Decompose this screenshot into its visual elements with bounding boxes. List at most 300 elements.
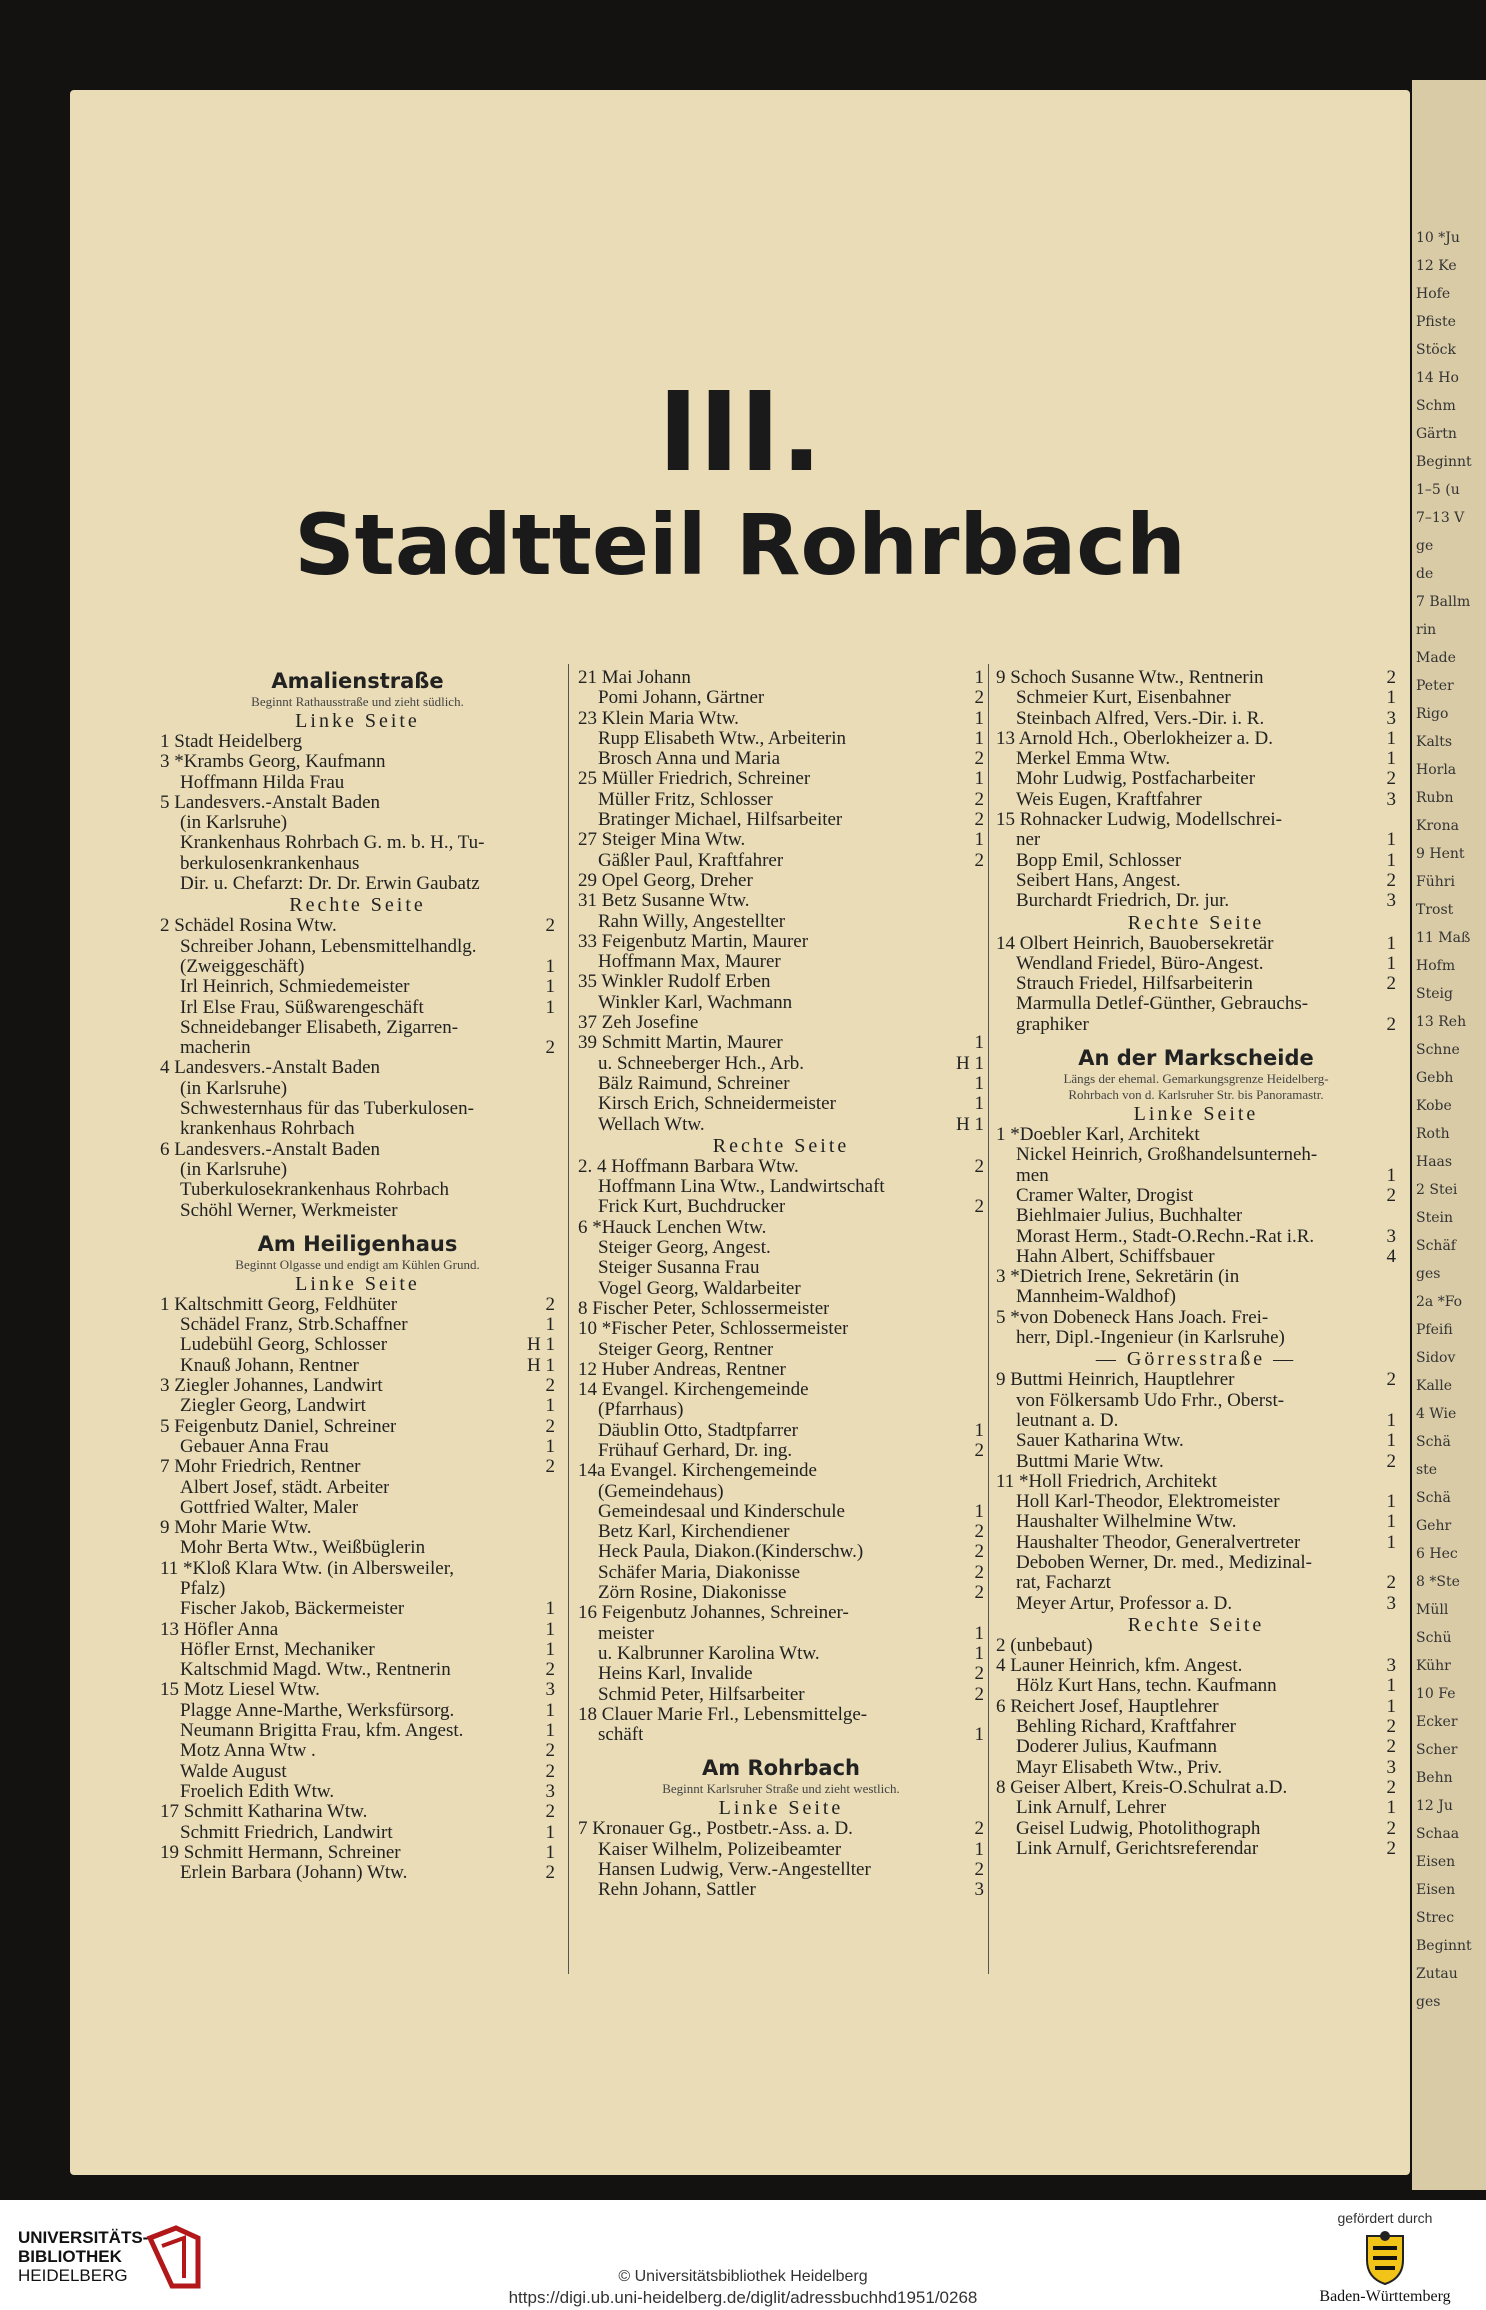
entry-text: Knauß Johann, Rentner <box>180 1355 359 1376</box>
resident-entry <box>996 1145 1396 1165</box>
resident-entry <box>578 1258 984 1278</box>
entry-text: Steiger Susanna Frau <box>598 1258 760 1279</box>
floor-number: 1 <box>974 668 984 688</box>
resident-entry <box>578 1340 984 1360</box>
floor-number: 1 <box>545 1315 555 1336</box>
floor-number <box>1392 1145 1396 1165</box>
resident-entry <box>160 1863 555 1883</box>
floor-number: 4 <box>1386 1246 1396 1267</box>
floor-number: 1 <box>1386 1431 1396 1452</box>
entry-text: Doderer Julius, Kaufmann <box>1016 1737 1218 1758</box>
floor-number <box>551 1559 555 1579</box>
entry-text: ner <box>1016 830 1041 851</box>
entry-text: Rupp Elisabeth Wtw., Arbeiterin <box>598 728 847 749</box>
edge-fragment: Ecker <box>1416 1714 1458 1730</box>
edge-fragment: Hofm <box>1416 958 1456 974</box>
entry-text: Hoffmann Max, Maurer <box>598 952 781 973</box>
resident-entry <box>996 1452 1396 1472</box>
floor-number: 2 <box>1386 1573 1396 1594</box>
entry-text: Geisel Ludwig, Photolithograph <box>1016 1818 1261 1839</box>
entry-text: krankenhaus Rohrbach <box>180 1119 355 1140</box>
floor-number: 1 <box>545 1700 555 1721</box>
floor-number: 2 <box>974 1156 984 1177</box>
floor-number: 2 <box>1386 1737 1396 1758</box>
floor-number <box>551 813 555 833</box>
floor-number: 2 <box>545 1038 555 1059</box>
floor-number <box>551 1018 555 1038</box>
entry-text: (Pfarrhaus) <box>598 1400 684 1421</box>
entry-text: 8 Geiser Albert, Kreis-O.Schulrat a.D. <box>996 1777 1288 1798</box>
entry-text: 23 Klein Maria Wtw. <box>578 708 739 729</box>
street-heading: Amalienstraße <box>271 669 444 693</box>
floor-number <box>551 833 555 853</box>
edge-fragment: Kalts <box>1416 734 1453 750</box>
entry-text: Mannheim-Waldhof) <box>1016 1287 1176 1308</box>
entry-text: Neumann Brigitta Frau, kfm. Angest. <box>180 1721 464 1742</box>
entry-text: Schöhl Werner, Werkmeister <box>180 1200 398 1221</box>
entry-text: 39 Schmitt Martin, Maurer <box>578 1033 783 1054</box>
floor-number <box>980 952 984 972</box>
edge-fragment: Eisen <box>1416 1882 1456 1898</box>
side-label: Linke Seite <box>1133 1103 1259 1126</box>
resident-entry <box>160 1538 555 1558</box>
address-entry <box>996 1656 1396 1676</box>
entry-text: 21 Mai Johann <box>578 668 691 688</box>
copyright-notice: © Universitätsbibliothek Heidelberg <box>618 2268 868 2285</box>
resident-entry <box>160 998 555 1018</box>
entry-text: 3 *Krambs Georg, Kaufmann <box>160 752 386 773</box>
floor-number: 3 <box>545 1781 555 1802</box>
resident-entry <box>578 851 984 871</box>
resident-entry <box>160 1823 555 1843</box>
edge-fragment: 13 Reh <box>1416 1014 1467 1030</box>
resident-entry <box>160 1201 555 1221</box>
entry-text: 7 Mohr Friedrich, Rentner <box>160 1457 361 1478</box>
entry-text: 14 Evangel. Kirchengemeinde <box>578 1380 809 1401</box>
column-1 <box>160 668 555 1883</box>
entry-text: Morast Herm., Stadt-O.Rechn.-Rat i.R. <box>1016 1226 1315 1247</box>
entry-text: Steiger Georg, Angest. <box>598 1238 771 1259</box>
address-entry <box>578 1013 984 1033</box>
edge-fragment: Beginnt <box>1416 1938 1472 1954</box>
floor-number: 3 <box>1386 1226 1396 1247</box>
floor-number <box>980 1279 984 1299</box>
entry-text: 5 Feigenbutz Daniel, Schreiner <box>160 1416 397 1437</box>
resident-entry <box>996 790 1396 810</box>
floor-number: 3 <box>1386 1593 1396 1614</box>
floor-number: 2 <box>545 1863 555 1884</box>
resident-entry <box>578 1054 984 1074</box>
floor-number <box>1392 1125 1396 1145</box>
floor-number: 2 <box>974 1684 984 1705</box>
entry-text: von Fölkersamb Udo Frhr., Oberst- <box>1016 1390 1285 1411</box>
floor-number: 1 <box>545 1721 555 1742</box>
entry-text: u. Schneeberger Hch., Arb. <box>598 1053 804 1074</box>
floor-number: 2 <box>974 1860 984 1881</box>
floor-number <box>1392 1636 1396 1656</box>
floor-number: 1 <box>545 1599 555 1620</box>
entry-text: berkulosenkrankenhaus <box>180 853 360 874</box>
edge-fragment: Führi <box>1416 874 1455 890</box>
side-label: Linke Seite <box>295 710 420 732</box>
entry-text: rat, Facharzt <box>1016 1573 1111 1594</box>
resident-entry <box>578 1563 984 1583</box>
library-name-line1: UNIVERSITÄTS- <box>18 2228 149 2247</box>
edge-fragment: Beginnt <box>1416 454 1472 470</box>
resident-entry <box>578 912 984 932</box>
side-label: Linke Seite <box>718 1797 844 1820</box>
resident-entry <box>160 773 555 793</box>
address-entry <box>578 830 984 850</box>
floor-number: 2 <box>1386 1451 1396 1472</box>
entry-text: 9 Mohr Marie Wtw. <box>160 1518 312 1539</box>
resident-entry <box>996 709 1396 729</box>
entry-text: 3 *Dietrich Irene, Sekretärin (in <box>996 1267 1240 1288</box>
resident-entry <box>996 1758 1396 1778</box>
resident-entry <box>996 1186 1396 1206</box>
floor-number: 1 <box>545 1619 555 1640</box>
entry-text: Zörn Rosine, Diakonisse <box>598 1583 787 1604</box>
floor-number: 2 <box>1386 1185 1396 1206</box>
entry-text: 16 Feigenbutz Johannes, Schreiner- <box>578 1603 849 1624</box>
floor-number <box>980 993 984 1013</box>
entry-text: Seibert Hans, Angest. <box>1016 870 1181 891</box>
floor-number <box>551 937 555 957</box>
address-entry <box>578 1819 984 1839</box>
floor-number <box>980 912 984 932</box>
address-entry <box>996 1697 1396 1717</box>
resident-entry <box>578 1840 984 1860</box>
address-entry <box>160 1559 555 1579</box>
address-entry <box>578 1705 984 1725</box>
entry-text: Heck Paula, Diakon.(Kinderschw.) <box>598 1542 864 1563</box>
resident-entry <box>996 1492 1396 1512</box>
floor-number: 2 <box>974 1664 984 1685</box>
funder-name: Baden-Württemberg <box>1319 2288 1451 2305</box>
resident-entry <box>578 1400 984 1420</box>
floor-number: 2 <box>974 1819 984 1840</box>
edge-fragment: Rigo <box>1416 706 1449 722</box>
entry-text: Ziegler Georg, Landwirt <box>180 1396 366 1417</box>
floor-number: 1 <box>1386 1696 1396 1717</box>
edge-fragment: Gärtn <box>1416 426 1457 442</box>
resident-entry <box>578 1441 984 1461</box>
resident-entry <box>160 1018 555 1038</box>
entry-text: 17 Schmitt Katharina Wtw. <box>160 1802 368 1823</box>
resident-entry <box>578 729 984 749</box>
entry-text: Walde August <box>180 1761 287 1782</box>
floor-number: 2 <box>974 688 984 709</box>
entry-text: Merkel Emma Wtw. <box>1016 749 1171 770</box>
resident-entry <box>996 1391 1396 1411</box>
entry-text: Dir. u. Chefarzt: Dr. Dr. Erwin Gaubatz <box>180 874 480 895</box>
edge-fragment: Schm <box>1416 398 1456 414</box>
floor-number <box>1392 1308 1396 1328</box>
resident-entry <box>160 1478 555 1498</box>
entry-text: Mohr Ludwig, Postfacharbeiter <box>1016 769 1256 790</box>
floor-number: 2 <box>974 749 984 770</box>
edge-fragment: ge <box>1416 538 1434 554</box>
floor-number: 2 <box>1386 1014 1396 1035</box>
entry-text: 9 Schoch Susanne Wtw., Rentnerin <box>996 668 1264 688</box>
resident-entry <box>578 1685 984 1705</box>
address-entry <box>578 1157 984 1177</box>
resident-entry <box>996 1227 1396 1247</box>
floor-number: 2 <box>1386 769 1396 790</box>
address-entry <box>578 932 984 952</box>
edge-fragment: Kalle <box>1416 1378 1453 1394</box>
resident-entry <box>578 1644 984 1664</box>
entry-text: 4 Landesvers.-Anstalt Baden <box>160 1058 381 1079</box>
edge-fragment: Kobe <box>1416 1098 1452 1114</box>
edge-fragment: Schne <box>1416 1042 1460 1058</box>
entry-text: Rahn Willy, Angestellter <box>598 911 786 932</box>
resident-entry <box>578 1115 984 1135</box>
funding-block <box>1300 2210 1470 2306</box>
funded-by-label: gefördert durch <box>1337 2210 1433 2226</box>
resident-entry <box>996 1533 1396 1553</box>
floor-number: 1 <box>1386 749 1396 770</box>
resident-entry <box>996 1839 1396 1859</box>
floor-number <box>980 1238 984 1258</box>
floor-number <box>551 1180 555 1200</box>
resident-entry <box>160 1660 555 1680</box>
adjacent-page-edge <box>1412 80 1486 2190</box>
resident-entry <box>160 1396 555 1416</box>
floor-number <box>980 891 984 911</box>
resident-entry <box>578 1197 984 1217</box>
floor-number <box>551 793 555 813</box>
entry-text: Albert Josef, städt. Arbeiter <box>180 1477 390 1498</box>
entry-text: 9 Buttmi Heinrich, Hauptlehrer <box>996 1370 1235 1391</box>
entry-text: (in Karlsruhe) <box>180 1078 288 1099</box>
address-entry <box>578 1319 984 1339</box>
floor-number <box>551 732 555 752</box>
entry-text: Bopp Emil, Schlosser <box>1016 850 1182 871</box>
resident-entry <box>160 1762 555 1782</box>
entry-text: Bälz Raimund, Schreiner <box>598 1073 790 1094</box>
floor-number <box>551 752 555 772</box>
edge-fragment: Gebh <box>1416 1070 1454 1086</box>
resident-entry <box>160 1741 555 1761</box>
entry-text: Gebauer Anna Frau <box>180 1436 329 1457</box>
floor-number: 1 <box>974 1073 984 1094</box>
entry-text: 8 Fischer Peter, Schlossermeister <box>578 1298 830 1319</box>
resident-entry <box>578 810 984 830</box>
street-heading: Am Rohrbach <box>702 1756 860 1781</box>
entry-text: Steiger Georg, Rentner <box>598 1339 774 1360</box>
resident-entry <box>996 1717 1396 1737</box>
edge-fragment: 7 Ballm <box>1416 594 1471 610</box>
address-entry <box>996 1125 1396 1145</box>
resident-entry <box>996 769 1396 789</box>
street-note: Längs der ehemal. Gemarkungsgrenze Heidelberg- <box>1063 1071 1329 1087</box>
floor-number <box>980 1360 984 1380</box>
entry-text: Däublin Otto, Stadtpfarrer <box>598 1420 798 1441</box>
entry-text: 37 Zeh Josefine <box>578 1013 699 1034</box>
address-entry <box>160 1680 555 1700</box>
edge-fragment: Gehr <box>1416 1518 1452 1534</box>
floor-number: 1 <box>974 1839 984 1860</box>
floor-number <box>1392 1553 1396 1573</box>
floor-number: 2 <box>545 1457 555 1478</box>
column-2 <box>578 668 984 1901</box>
floor-number <box>980 1299 984 1319</box>
resident-entry <box>578 1542 984 1562</box>
floor-number: 2 <box>974 1562 984 1583</box>
floor-number: 1 <box>545 1436 555 1457</box>
resident-entry <box>160 1498 555 1518</box>
entry-text: Kaltschmid Magd. Wtw., Rentnerin <box>180 1660 451 1681</box>
floor-number <box>1392 1287 1396 1307</box>
edge-fragment: Strec <box>1416 1910 1455 1926</box>
floor-number: 1 <box>1386 728 1396 749</box>
address-entry <box>578 1603 984 1623</box>
address-entry <box>160 1457 555 1477</box>
resident-entry <box>160 1079 555 1099</box>
address-entry <box>160 1843 555 1863</box>
edge-fragment: Made <box>1416 650 1456 666</box>
resident-entry <box>996 851 1396 871</box>
floor-number: 2 <box>1386 870 1396 891</box>
floor-number: 2 <box>545 1761 555 1782</box>
floor-number <box>551 1518 555 1538</box>
floor-number: 1 <box>1386 1165 1396 1186</box>
side-label: Rechte Seite <box>1127 911 1265 934</box>
entry-text: Winkler Karl, Wachmann <box>598 992 793 1013</box>
address-entry <box>578 1218 984 1238</box>
street-note: Beginnt Karlsruher Straße und zieht westlich. <box>662 1781 900 1797</box>
entry-text: Meyer Artur, Professor a. D. <box>1016 1593 1233 1614</box>
floor-number <box>1392 1206 1396 1226</box>
floor-number: 1 <box>545 977 555 998</box>
resident-entry <box>160 1119 555 1139</box>
entry-text: 6 Reichert Josef, Hauptlehrer <box>996 1696 1219 1717</box>
resident-entry <box>578 1624 984 1644</box>
edge-fragment: 7–13 V <box>1416 510 1465 526</box>
floor-number <box>980 1461 984 1481</box>
floor-number: 2 <box>974 850 984 871</box>
edge-fragment: Schü <box>1416 1630 1452 1646</box>
address-entry <box>578 709 984 729</box>
street-note: Rohrbach von d. Karlsruher Str. bis Panoramastr. <box>1068 1087 1324 1103</box>
address-entry <box>160 1518 555 1538</box>
entry-text: Motz Anna Wtw . <box>180 1741 316 1762</box>
floor-number <box>980 1603 984 1623</box>
edge-fragment: Behn <box>1416 1770 1453 1786</box>
entry-text: Schneidebanger Elisabeth, Zigarren- <box>180 1017 459 1038</box>
address-entry <box>996 1308 1396 1328</box>
floor-number: 2 <box>1386 1717 1396 1738</box>
resident-entry <box>160 1437 555 1457</box>
resident-entry <box>996 1166 1396 1186</box>
floor-number <box>980 1319 984 1339</box>
floor-number <box>980 932 984 952</box>
floor-number <box>551 854 555 874</box>
floor-number: 1 <box>1386 1798 1396 1819</box>
floor-number: 1 <box>1386 830 1396 851</box>
resident-entry <box>578 993 984 1013</box>
column-rule <box>568 664 569 1974</box>
entry-text: Frick Kurt, Buchdrucker <box>598 1197 786 1218</box>
entry-text: (in Karlsruhe) <box>180 1159 288 1180</box>
entry-text: Weis Eugen, Kraftfahrer <box>1016 789 1202 810</box>
entry-text: Schreiber Johann, Lebensmittelhandlg. <box>180 936 477 957</box>
entry-text: Sauer Katharina Wtw. <box>1016 1431 1184 1452</box>
edge-fragment: 14 Ho <box>1416 370 1459 386</box>
resident-entry <box>160 1640 555 1660</box>
page-title: Stadtteil Rohrbach <box>294 496 1186 594</box>
edge-fragment: Kühr <box>1416 1658 1451 1674</box>
resident-entry <box>996 1737 1396 1757</box>
entry-text: Frühauf Gerhard, Dr. ing. <box>598 1440 793 1461</box>
floor-number: 1 <box>545 997 555 1018</box>
resident-entry <box>578 790 984 810</box>
resident-entry <box>160 854 555 874</box>
address-entry <box>996 810 1396 830</box>
entry-text: schäft <box>598 1725 644 1746</box>
entry-text: meister <box>598 1623 654 1644</box>
document-url[interactable]: https://digi.ub.uni-heidelberg.de/diglit/adressbuchhd1951/0268 <box>508 2288 978 2307</box>
edge-fragment: 10 *Ju <box>1416 230 1460 246</box>
entry-text: Mohr Berta Wtw., Weißbüglerin <box>180 1538 426 1559</box>
floor-number <box>980 1218 984 1238</box>
resident-entry <box>996 1411 1396 1431</box>
entry-text: Schädel Franz, Strb.Schaffner <box>180 1315 408 1336</box>
floor-number: 1 <box>1386 953 1396 974</box>
resident-entry <box>996 891 1396 911</box>
entry-text: graphiker <box>1016 1014 1089 1035</box>
floor-number <box>980 1400 984 1420</box>
edge-fragment: Horla <box>1416 762 1457 778</box>
resident-entry <box>996 1015 1396 1035</box>
floor-number <box>551 1579 555 1599</box>
entry-text: 33 Feigenbutz Martin, Maurer <box>578 931 809 952</box>
resident-entry <box>996 1594 1396 1614</box>
address-entry <box>996 934 1396 954</box>
floor-number <box>980 871 984 891</box>
floor-number <box>980 1482 984 1502</box>
edge-fragment: Sidov <box>1416 1350 1456 1366</box>
resident-entry <box>996 1431 1396 1451</box>
floor-number: 2 <box>974 789 984 810</box>
entry-text: 10 *Fischer Peter, Schlossermeister <box>578 1319 849 1340</box>
entry-text: Hölz Kurt Hans, techn. Kaufmann <box>1016 1676 1277 1697</box>
floor-number: 3 <box>1386 789 1396 810</box>
entry-text: Heins Karl, Invalide <box>598 1664 753 1685</box>
floor-number: 3 <box>1386 708 1396 729</box>
edge-fragment: 4 Wie <box>1416 1406 1457 1422</box>
entry-text: 1 *Doebler Karl, Architekt <box>996 1125 1200 1146</box>
floor-number: 3 <box>1386 891 1396 912</box>
library-name-line2: BIBLIOTHEK <box>18 2247 122 2266</box>
resident-entry <box>160 1579 555 1599</box>
edge-fragment: Schä <box>1416 1434 1451 1450</box>
entry-text: Hoffmann Hilda Frau <box>180 772 345 793</box>
address-entry <box>578 871 984 891</box>
resident-entry <box>996 1206 1396 1226</box>
edge-fragment: Eisen <box>1416 1854 1456 1870</box>
floor-number: 1 <box>545 1822 555 1843</box>
entry-text: Deboben Werner, Dr. med., Medizinal- <box>1016 1552 1312 1573</box>
resident-entry <box>996 1287 1396 1307</box>
edge-fragment: Trost <box>1416 902 1454 918</box>
floor-number <box>980 1340 984 1360</box>
edge-fragment: Krona <box>1416 818 1459 834</box>
entry-text: 35 Winkler Rudolf Erben <box>578 972 771 993</box>
floor-number: 2 <box>545 1416 555 1437</box>
entry-text: leutnant a. D. <box>1016 1410 1119 1431</box>
